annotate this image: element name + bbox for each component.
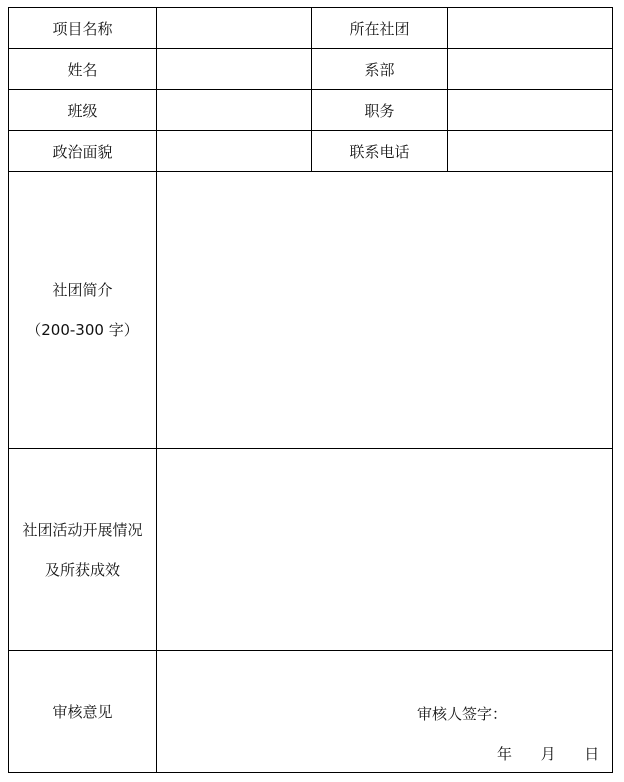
review-date bbox=[497, 743, 599, 764]
project-name-field[interactable] bbox=[157, 8, 312, 49]
department-label: 系部 bbox=[312, 49, 448, 90]
club-label: 所在社团 bbox=[312, 8, 448, 49]
position-label: 职务 bbox=[312, 90, 448, 131]
club-intro-label bbox=[9, 172, 157, 449]
phone-label: 联系电话 bbox=[312, 131, 448, 172]
form-row-activity bbox=[9, 449, 613, 651]
club-intro-word-limit: （200-300 字） bbox=[26, 321, 139, 339]
form-row-politics bbox=[9, 131, 613, 172]
form-row-intro bbox=[9, 172, 613, 449]
activity-field[interactable] bbox=[157, 449, 613, 651]
form-row-review bbox=[9, 651, 613, 773]
club-intro-field[interactable] bbox=[157, 172, 613, 449]
position-field[interactable] bbox=[448, 90, 613, 131]
form-row-class bbox=[9, 90, 613, 131]
club-intro-title: 社团简介 bbox=[52, 281, 113, 299]
date-year: 年 bbox=[497, 745, 513, 763]
political-status-field[interactable] bbox=[157, 131, 312, 172]
name-field[interactable] bbox=[157, 49, 312, 90]
form-row-project bbox=[9, 8, 613, 49]
name-label: 姓名 bbox=[9, 49, 157, 90]
reviewer-signature-label: 审核人签字： bbox=[417, 705, 508, 723]
project-name-label: 项目名称 bbox=[9, 8, 157, 49]
class-field[interactable] bbox=[157, 90, 312, 131]
class-label: 班级 bbox=[9, 90, 157, 131]
review-opinion-label: 审核意见 bbox=[9, 651, 157, 773]
political-status-label: 政治面貌 bbox=[9, 131, 157, 172]
date-month: 月 bbox=[540, 745, 556, 763]
activity-title-line1: 社团活动开展情况 bbox=[22, 520, 143, 539]
form-row-name bbox=[9, 49, 613, 90]
date-day: 日 bbox=[584, 745, 600, 763]
review-opinion-field[interactable] bbox=[157, 651, 613, 773]
application-form-table bbox=[8, 7, 613, 773]
activity-title-line2: 及所获成效 bbox=[44, 560, 120, 579]
club-field[interactable] bbox=[448, 8, 613, 49]
activity-label bbox=[9, 449, 157, 651]
phone-field[interactable] bbox=[448, 131, 613, 172]
department-field[interactable] bbox=[448, 49, 613, 90]
